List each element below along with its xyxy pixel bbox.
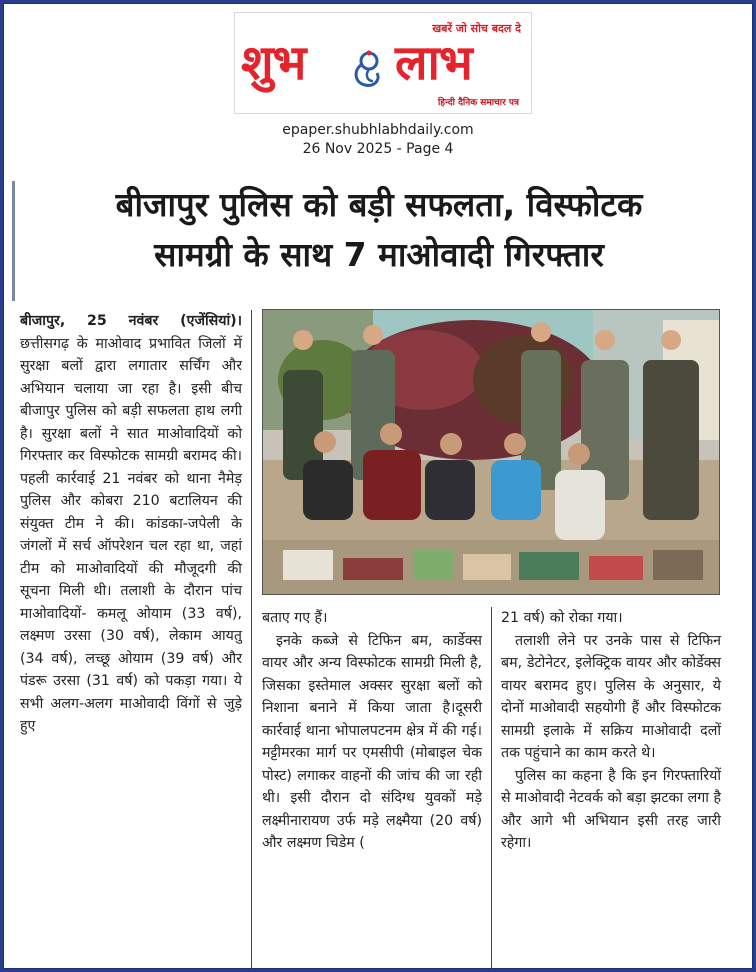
article-column-3 xyxy=(501,607,721,855)
headline-line-2: सामग्री के साथ 7 माओवादी गिरफ्तार xyxy=(154,235,604,274)
article-paragraph: बताए गए हैं। xyxy=(262,610,328,626)
masthead xyxy=(234,12,532,114)
article-paragraph: तलाशी लेने पर उनके पास से टिफिन बम, डेटोनेटर, इलेक्ट्रिक वायर और कोर्डेक्स वायर बरामद हुए। पुलिस के अनुसार, ये दोनों माओवादी सहयोगी हैं और विस्फोटक सामग्री इलाके में सक्रिय माओवादी दलों तक पहुंचाने का काम करते थे। xyxy=(501,632,721,761)
news-photo xyxy=(262,309,720,595)
article-paragraph: पुलिस का कहना है कि इन गिरफ्तारियों से माओवादी नेटवर्क को बड़ा झटका लगा है और आगे भी अभियान इसी तरह जारी रहेगा। xyxy=(501,767,721,851)
column-divider xyxy=(491,607,492,970)
masthead-subtag: हिन्दी दैनिक समाचार पत्र xyxy=(437,98,519,108)
source-url: epaper.shubhlabhdaily.com xyxy=(282,122,474,138)
logo-text-right: लाभ xyxy=(395,35,472,91)
ganesh-logo-icon xyxy=(347,47,391,91)
article-paragraph: 21 वर्ष) को रोका गया। xyxy=(501,610,623,626)
column-divider xyxy=(251,310,252,970)
article-dateline: बीजापुर, 25 नवंबर (एजेंसियां)। xyxy=(20,313,242,329)
article-paragraph: इनके कब्जे से टिफिन बम, कार्डेक्स वायर और अन्य विस्फोटक सामग्री मिली है, जिसका इस्तेमाल अक्सर सुरक्षा बलों को निशाना बनाने में किया जाता है।दूसरी कार्रवाई थाना भोपालपटनम क्षेत्र में की गई। मट्टीमरका मार्ग पर एमसीपी (मोबाइल चेक पोस्ट) लगाकर वाहनों की जांच की जा रही थी। इसी दौरान दो संदिग्ध युवकों मड़े लक्ष्मीनारायण उर्फ मड़े लक्ष्मैया (20 वर्ष) और लक्ष्मण चिडेम ( xyxy=(262,632,482,851)
logo-text-left: शुभ xyxy=(241,35,306,91)
article-column-1 xyxy=(20,310,242,738)
article-column-2 xyxy=(262,607,482,855)
source-date: 26 Nov 2025 - Page 4 xyxy=(302,141,454,157)
masthead-tagline: खबरें जो सोच बदल दे xyxy=(432,22,521,35)
page-frame xyxy=(3,3,753,969)
headline xyxy=(14,180,744,280)
photo-scene xyxy=(263,310,720,595)
article-paragraph: छत्तीसगढ़ के माओवाद प्रभावित जिलों में सुरक्षा बलों द्वारा लगातार सर्चिंग और अभियान चलाया जा रहा है। इसी बीच बीजापुर पुलिस को बड़ी सफलता हाथ लगी है। सुरक्षा बलों ने सात माओवादियों को गिरफ्तार कर विस्फोटक सामग्री बरामद की। पहली कार्रवाई 21 नवंबर को थाना नैमेड़ पुलिस और कोबरा 210 बटालियन की संयुक्त टीम ने की। कांडका-जपेली के जंगलों में सर्च ऑपरेशन चल रहा था, जहां टीम को माओवादियों की मौजूदगी की सूचना मिली थी। तलाशी के दौरान पांच माओवादियों- कमलू ओयाम (33 वर्ष), लक्ष्मण उरसा (30 वर्ष), लेकाम आयतु (34 वर्ष), लच्छू ओयाम (39 वर्ष) और पंडरू उरसा (31 वर्ष) को पकड़ा गया। ये सभी अलग-अलग माओवादी विंगों से जुड़े हुए xyxy=(20,335,242,734)
headline-line-1: बीजापुर पुलिस को बड़ी सफलता, विस्फोटक xyxy=(115,185,643,224)
